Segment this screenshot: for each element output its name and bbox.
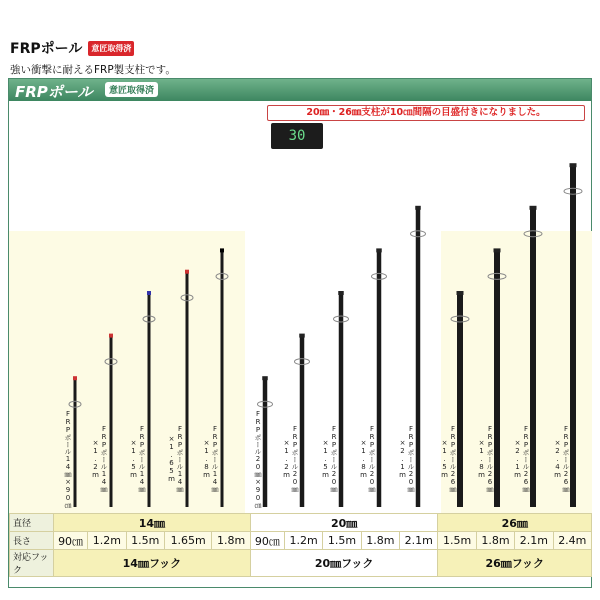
pole-tip bbox=[570, 163, 577, 167]
pole-tip bbox=[262, 376, 268, 380]
hook-26: 26㎜フック bbox=[438, 550, 592, 577]
pole bbox=[457, 294, 463, 507]
diameter-row bbox=[10, 514, 592, 532]
pole-label: FRPポール14㎜×1.2m bbox=[91, 425, 108, 493]
pole-label: FRPポール26㎜×2.1m bbox=[513, 425, 530, 493]
pole-tip bbox=[530, 206, 537, 210]
pole-tip bbox=[299, 334, 305, 338]
hook-14: 14㎜フック bbox=[54, 550, 251, 577]
diameter-20: 20㎜ bbox=[250, 514, 438, 532]
panel-header-badge: 意匠取得済 bbox=[105, 82, 158, 97]
hook-row-label: 対応フック bbox=[10, 550, 54, 577]
product-title bbox=[10, 38, 134, 58]
pole-label: FRPポール20㎜×1.2m bbox=[282, 425, 299, 493]
length-cell: 1.8m bbox=[212, 532, 250, 550]
design-registered-badge: 意匠取得済 bbox=[88, 41, 134, 56]
length-cell: 1.8m bbox=[476, 532, 514, 550]
length-cell: 1.5m bbox=[323, 532, 361, 550]
pole-label: FRPポール14㎜×1.65m bbox=[167, 425, 184, 493]
pole bbox=[377, 251, 382, 507]
pole bbox=[74, 379, 77, 507]
pole-tip bbox=[376, 248, 382, 252]
product-title-text: FRPポール bbox=[10, 41, 83, 57]
pole-tip bbox=[147, 291, 151, 295]
pole-label: FRPポール26㎜×1.5m bbox=[440, 425, 457, 493]
pole-label: FRPポール14㎜×1.5m bbox=[129, 425, 146, 493]
pole-tip bbox=[338, 291, 344, 295]
pole-label: FRPポール20㎜×2.1m bbox=[398, 425, 415, 493]
pole bbox=[263, 379, 268, 507]
pole bbox=[186, 273, 189, 507]
pole bbox=[148, 294, 151, 507]
length-cell: 2.1m bbox=[400, 532, 438, 550]
length-row bbox=[10, 532, 592, 550]
diameter-row-label: 直径 bbox=[10, 514, 54, 532]
spec-table bbox=[9, 513, 592, 577]
pole-label: FRPポール20㎜×1.8m bbox=[359, 425, 376, 493]
hook-20: 20㎜フック bbox=[250, 550, 438, 577]
length-cell: 90㎝ bbox=[54, 532, 88, 550]
diameter-14: 14㎜ bbox=[54, 514, 251, 532]
pole-tip bbox=[457, 291, 464, 295]
pole-label: FRPポール26㎜×2.4m bbox=[553, 425, 570, 493]
pole-label: FRPポール26㎜×1.8m bbox=[477, 425, 494, 493]
length-cell: 1.8m bbox=[361, 532, 399, 550]
panel-header-title: FRPポール bbox=[15, 83, 93, 101]
length-cell: 1.5m bbox=[438, 532, 476, 550]
pole-label: FRPポール14㎜×90㎝ bbox=[64, 409, 72, 509]
pole bbox=[110, 337, 113, 507]
product-panel bbox=[8, 78, 592, 588]
diameter-26: 26㎜ bbox=[438, 514, 592, 532]
pole bbox=[221, 251, 224, 507]
length-cell: 2.4m bbox=[553, 532, 591, 550]
hook-row bbox=[10, 550, 592, 577]
pole-label: FRPポール20㎜×90㎝ bbox=[254, 409, 262, 509]
pole-tip bbox=[109, 334, 113, 338]
pole-label: FRPポール20㎜×1.5m bbox=[321, 425, 338, 493]
length-cell: 1.2m bbox=[284, 532, 322, 550]
length-cell: 2.1m bbox=[515, 532, 553, 550]
pole bbox=[416, 209, 421, 507]
pole bbox=[530, 209, 536, 507]
pole bbox=[300, 337, 305, 507]
length-row-label: 長さ bbox=[10, 532, 54, 550]
pole-tip bbox=[415, 206, 421, 210]
scale-notice: 20㎜・26㎜支柱が10㎝間隔の目盛付きになりました。 bbox=[267, 105, 585, 121]
length-cell: 1.5m bbox=[126, 532, 164, 550]
product-subtitle: 強い衝撃に耐えるFRP製支柱です。 bbox=[10, 64, 176, 76]
pole-label: FRPポール14㎜×1.8m bbox=[202, 425, 219, 493]
length-cell: 1.2m bbox=[88, 532, 126, 550]
pole-tip bbox=[494, 248, 501, 252]
length-cell: 1.65m bbox=[164, 532, 212, 550]
pole-tip bbox=[185, 270, 189, 274]
scale-zoom-image: 30 bbox=[271, 123, 323, 149]
pole bbox=[570, 166, 576, 507]
pole-tip bbox=[220, 248, 224, 252]
pole bbox=[494, 251, 500, 507]
pole bbox=[339, 294, 344, 507]
length-cell: 90㎝ bbox=[250, 532, 284, 550]
pole-tip bbox=[73, 376, 77, 380]
